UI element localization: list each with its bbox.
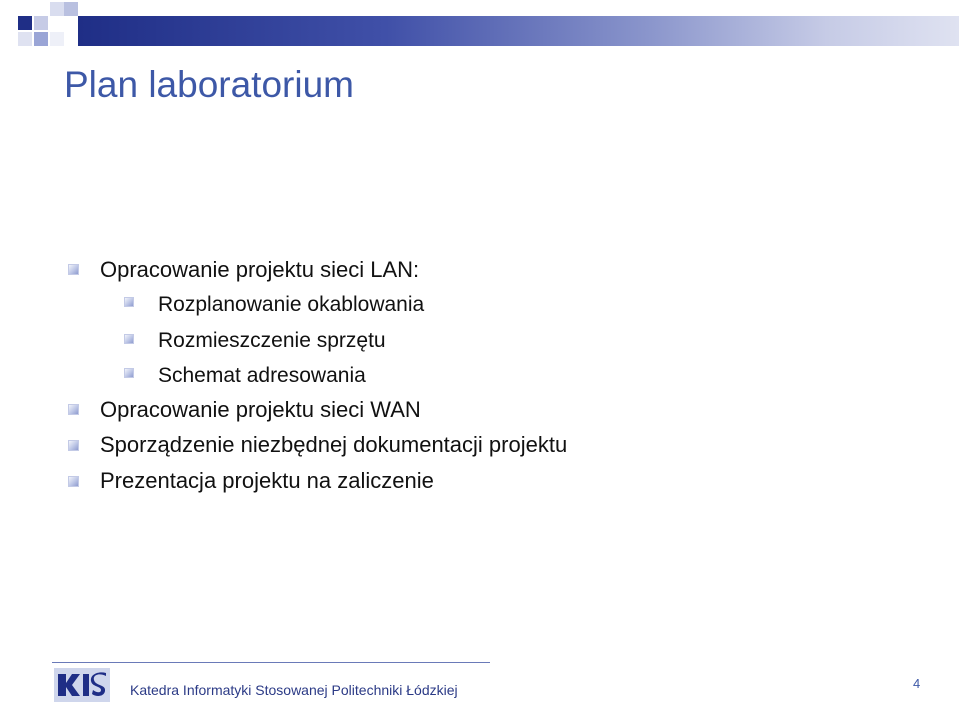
- header-band: [78, 16, 959, 46]
- footer-institution: Katedra Informatyki Stosowanej Politechniki Łódzkiej: [130, 682, 458, 698]
- bullet-icon: [124, 297, 134, 307]
- header-square-low: [18, 32, 32, 46]
- bullet-icon: [68, 404, 79, 415]
- bullet-icon: [124, 334, 134, 344]
- bullet-icon: [124, 368, 134, 378]
- header-square-mid2: [64, 2, 78, 16]
- bullet-item: Schemat adresowania: [158, 364, 366, 387]
- page-number: 4: [913, 676, 921, 691]
- header-square-mid: [50, 2, 64, 16]
- bullet-item: Rozmieszczenie sprzętu: [158, 329, 386, 352]
- bullet-item: Rozplanowanie okablowania: [158, 293, 425, 316]
- bullet-icon: [68, 264, 79, 275]
- header-square-low2: [34, 32, 48, 46]
- header-square-low3: [50, 32, 64, 46]
- bullet-item: Sporządzenie niezbędnej dokumentacji projektu: [100, 432, 568, 457]
- header-square-light: [34, 16, 48, 30]
- bullet-item: Opracowanie projektu sieci LAN:: [100, 257, 420, 282]
- bullet-icon: [68, 476, 79, 487]
- bullet-icon: [68, 440, 79, 451]
- kis-logo-icon: [54, 668, 110, 702]
- bullet-item: Prezentacja projektu na zaliczenie: [100, 468, 434, 493]
- footer-divider: [52, 662, 490, 663]
- header-square-dark: [18, 16, 32, 30]
- bullet-item: Opracowanie projektu sieci WAN: [100, 397, 421, 422]
- slide-title: Plan laboratorium: [64, 64, 354, 105]
